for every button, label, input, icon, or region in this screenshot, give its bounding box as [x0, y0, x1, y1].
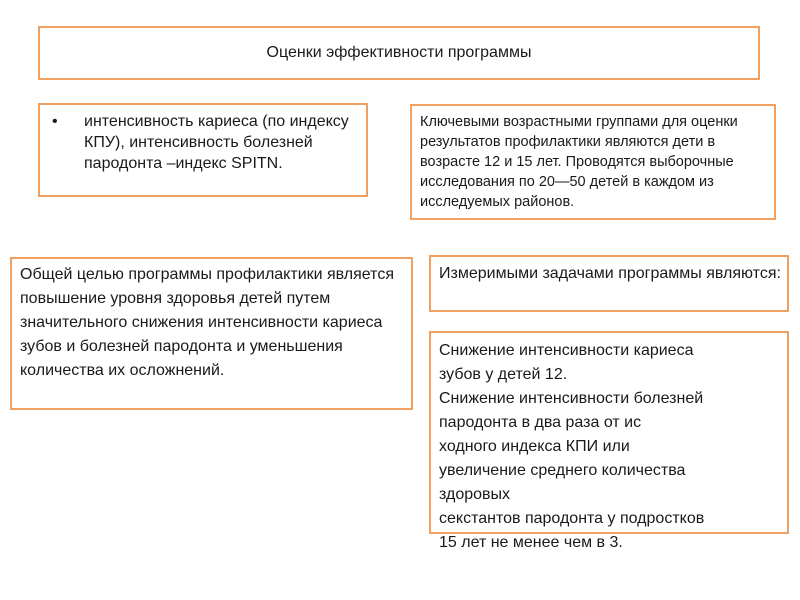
task-line: секстантов пародонта у подростков — [439, 510, 705, 527]
task-line: 15 лет не менее чем в 3. — [439, 534, 623, 551]
task-line: увеличение среднего количества — [439, 462, 686, 479]
task-line: зубов у детей 12. — [439, 366, 568, 383]
task-line: Снижение интенсивности кариеса — [439, 342, 694, 359]
indicators-box — [38, 103, 368, 197]
task-line: ходного индекса КПИ или — [439, 438, 630, 455]
tasks-heading-box — [429, 255, 789, 312]
title-box — [38, 26, 760, 80]
task-line: пародонта в два раза от ис — [439, 414, 642, 431]
task-line: здоровых — [439, 486, 511, 503]
tasks-list-box — [429, 331, 789, 551]
indicators-list — [40, 111, 366, 174]
age-groups-box — [410, 104, 776, 220]
task-line: Снижение интенсивности болезней — [439, 390, 704, 407]
program-goal-box — [10, 257, 413, 410]
program-goal-text: Общей целью программы профилактики является повышение уровня здоровья детей путем значительного снижения интенсивности кариеса зубов и болезней пародонта и уменьшения количества их осложнений. — [20, 266, 394, 379]
tasks-heading-text: Измеримыми задачами программы являются: — [439, 265, 781, 282]
age-groups-text: Ключевыми возрастными группами для оценки результатов профилактики являются дети в возрасте 12 и 15 лет. Проводятся выборочные исследования по 20—50 детей в каждом из исследуемых районов. — [420, 114, 738, 210]
indicator-item: • интенсивность кариеса (по индексу КПУ), интенсивность болезней пародонта –индекс SPITN. — [84, 111, 366, 174]
diagram-title: Оценки эффективности программы — [266, 44, 532, 61]
